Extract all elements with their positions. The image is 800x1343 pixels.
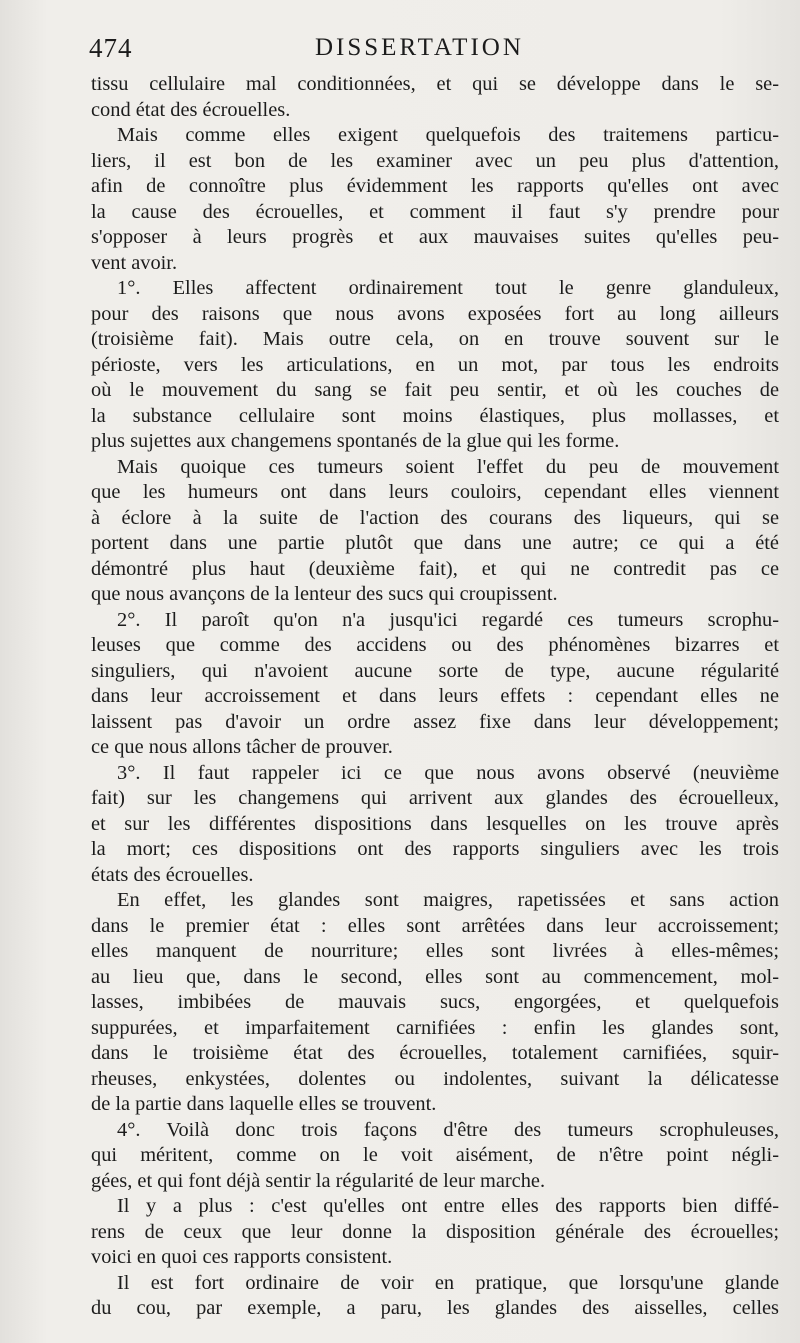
body-text <box>91 72 779 1322</box>
text-line: rens de ceux que leur donne la disposition générale des écrouelles; <box>91 1220 779 1243</box>
page-number: 474 <box>89 33 133 63</box>
text-line: tissu cellulaire mal conditionnées, et qui se développe dans le se- <box>91 73 779 95</box>
text-line: ce que nous allons tâcher de prouver. <box>91 736 393 758</box>
text-line: afin de connoître plus évidemment les rapports qu'elles ont avec <box>91 175 779 197</box>
text-line: suppurées, et imparfaitement carnifiées : enfin les glandes sont, <box>91 1016 779 1039</box>
text-line: que nous avançons de la lenteur des sucs qui croupissent. <box>91 583 558 605</box>
text-line: la cause des écrouelles, et comment il faut s'y prendre pour <box>91 200 779 223</box>
text-line: gées, et qui font déjà sentir la régularité de leur marche. <box>91 1169 546 1192</box>
text-line: au lieu que, dans le second, elles sont au commencement, mol- <box>91 965 779 988</box>
page-header <box>89 33 779 73</box>
text-line: cond état des écrouelles. <box>91 98 291 121</box>
text-line: 1°. Elles affectent ordinairement tout le genre glanduleux, <box>117 277 779 299</box>
text-line: Il y a plus : c'est qu'elles ont entre elles des rapports bien diffé- <box>117 1195 779 1217</box>
text-line: portent dans une partie plutôt que dans une autre; ce qui a été <box>91 532 779 554</box>
text-line: démontré plus haut (deuxième fait), et qui ne contredit pas ce <box>91 557 779 580</box>
text-line: dans le troisième état des écrouelles, totalement carnifiées, squir- <box>91 1042 779 1064</box>
text-line: leuses que comme des accidens ou des phénomènes bizarres et <box>91 634 779 656</box>
text-line: la substance cellulaire sont moins élastiques, plus mollasses, et <box>91 404 779 427</box>
text-line: Mais quoique ces tumeurs soient l'effet du peu de mouvement <box>117 455 779 478</box>
text-line: rheuses, enkystées, dolentes ou indolentes, suivant la délicatesse <box>91 1067 779 1090</box>
text-line: périoste, vers les articulations, en un mot, par tous les endroits <box>91 353 779 376</box>
text-line: plus sujettes aux changemens spontanés de la glue qui les forme. <box>91 430 620 452</box>
text-line: 2°. Il paroît qu'on n'a jusqu'ici regardé ces tumeurs scrophu- <box>117 608 779 631</box>
text-line: Il est fort ordinaire de voir en pratique, que lorsqu'une glande <box>117 1271 779 1294</box>
text-line: Mais comme elles exigent quelquefois des traitemens particu- <box>117 124 779 146</box>
text-line: 4°. Voilà donc trois façons d'être des tumeurs scrophuleuses, <box>117 1118 779 1141</box>
text-line: du cou, par exemple, a paru, les glandes des aisselles, celles <box>91 1297 779 1319</box>
text-line: que les humeurs ont dans leurs couloirs, cependant elles viennent <box>91 481 779 503</box>
text-line: fait) sur les changemens qui arrivent aux glandes des écrouelleux, <box>91 787 779 809</box>
text-line: dans le premier état : elles sont arrêtées dans leur accroissement; <box>91 914 779 937</box>
text-line: dans leur accroissement et dans leurs effets : cependant elles ne <box>91 685 779 707</box>
text-line: vent avoir. <box>91 251 178 274</box>
text-line: (troisième fait). Mais outre cela, on en trouve souvent sur le <box>91 328 779 350</box>
text-line: liers, il est bon de les examiner avec un peu plus d'attention, <box>91 149 779 172</box>
text-line: pour des raisons que nous avons exposées fort au long ailleurs <box>91 302 779 325</box>
text-line: laissent pas d'avoir un ordre assez fixe dans leur développement; <box>91 710 779 733</box>
text-line: s'opposer à leurs progrès et aux mauvaises suites qu'elles peu- <box>91 226 779 248</box>
text-line: et sur les différentes dispositions dans lesquelles on les trouve après <box>91 812 779 835</box>
text-line: de la partie dans laquelle elles se trouvent. <box>91 1093 437 1115</box>
text-line: où le mouvement du sang se fait peu sentir, et où les couches de <box>91 379 779 401</box>
text-line: la mort; ces dispositions ont des rapports singuliers avec les trois <box>91 838 779 860</box>
text-line: En effet, les glandes sont maigres, rapetissées et sans action <box>117 889 779 911</box>
text-line: elles manquent de nourriture; elles sont livrées à elles-mêmes; <box>91 940 779 962</box>
text-line: singuliers, qui n'avoient aucune sorte de type, aucune régularité <box>91 659 779 682</box>
text-line: à éclore à la suite de l'action des courans des liqueurs, qui se <box>91 506 779 529</box>
text-line: voici en quoi ces rapports consistent. <box>91 1246 393 1268</box>
text-line: 3°. Il faut rappeler ici ce que nous avons observé (neuvième <box>117 761 779 784</box>
text-line: états des écrouelles. <box>91 863 254 886</box>
text-line: qui méritent, comme on le voit aisément, de n'être point négli- <box>91 1144 779 1166</box>
text-line: lasses, imbibées de mauvais sucs, engorgées, et quelquefois <box>91 991 779 1013</box>
running-title: DISSERTATION <box>315 34 524 61</box>
